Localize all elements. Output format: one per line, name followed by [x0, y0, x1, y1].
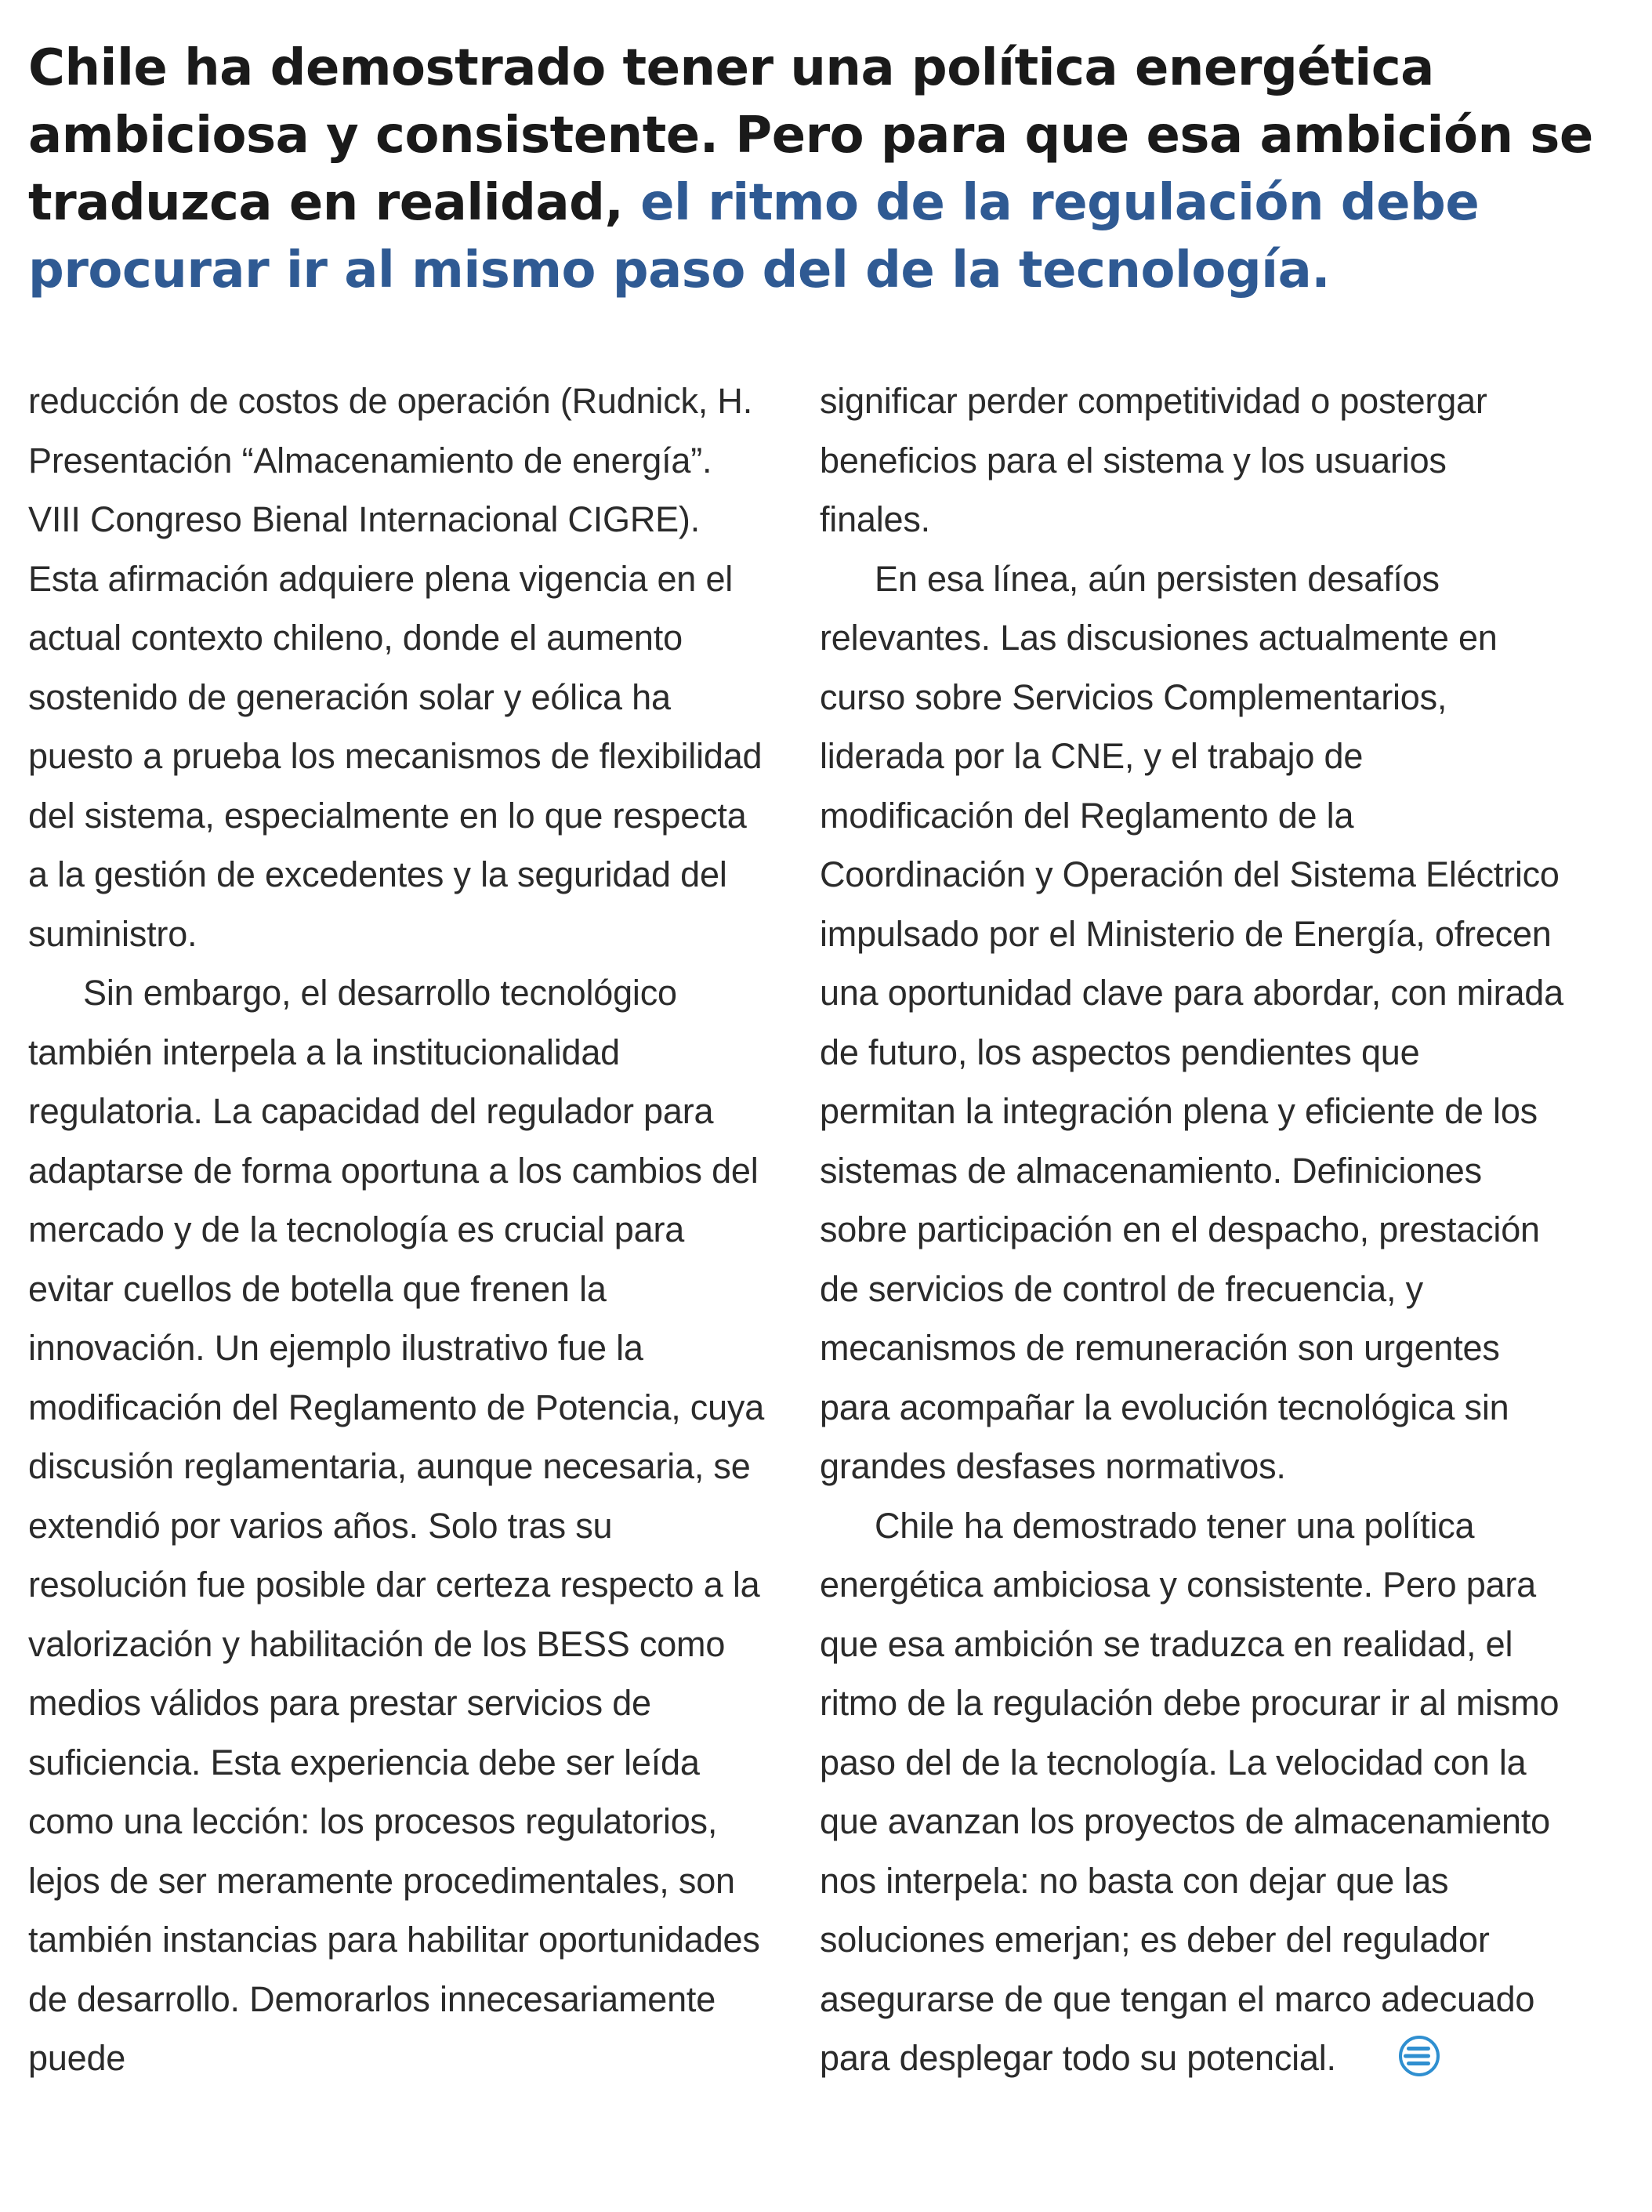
- pull-quote-text: Chile ha demostrado tener una política energética ambiciosa y consistente. Pero para que esa ambición se traduzca en realidad,: [28, 39, 1593, 232]
- right-column: [820, 372, 1564, 2088]
- paragraph: Sin embargo, el desarrollo tecnológico también interpela a la institucionalidad regulatoria. La capacidad del regulador para adaptarse de forma oportuna a los cambios del mercado y de la tecnología es crucial para evitar cuellos de botella que frenen la innovación. Un ejemplo ilustrativo fue la modificación del Reglamento de Potencia, cuya discusión reglamentaria, aunque necesaria, se extendió por varios años. Solo tras su resolución fue posible dar certeza respecto a la valorización y habilitación de los BESS como medios válidos para prestar servicios de suficiencia. Esta experiencia debe ser leída como una lección: los procesos regulatorios, lejos de ser meramente procedimentales, son también instancias para habilitar oportunidades de desarrollo. Demorarlos innecesariamente puede: [28, 973, 765, 2078]
- paragraph-final-text: Chile ha demostrado tener una política energética ambiciosa y consistente. Pero para que esa ambición se traduzca en realidad, el ritmo de la regulación debe procurar ir al mismo paso del de la tecnología. La velocidad con la que avanzan los proyectos de almacenamiento nos interpela: no basta con dejar que las soluciones emerjan; es deber del regulador asegurarse de que tengan el marco adecuado para desplegar todo su potencial.: [820, 1505, 1560, 2078]
- paragraph: En esa línea, aún persisten desafíos relevantes. Las discusiones actualmente en curso sobre Servicios Complementarios, liderada por la CNE, y el trabajo de modificación del Reglamento de la Coordinación y Operación del Sistema Eléctrico impulsado por el Ministerio de Energía, ofrecen una oportunidad clave para abordar, con mirada de futuro, los aspectos pendientes que permitan la integración plena y eficiente de los sistemas de almacenamiento. Definiciones sobre participación en el despacho, prestación de servicios de control de frecuencia, y mecanismos de remuneración son urgentes para acompañar la evolución tecnológica sin grandes desfases normativos.: [820, 558, 1563, 1486]
- paragraph: reducción de costos de operación (Rudnick, H. Presentación “Almacenamiento de energía”. VIII Congreso Bienal Internacional CIGRE). Esta afirmación adquiere plena vigencia en el actual contexto chileno, donde el aumento sostenido de generación solar y eólica ha puesto a prueba los mecanismos de flexibilidad del sistema, especialmente en lo que respecta a la gestión de excedentes y la seguridad del suministro.: [28, 381, 763, 954]
- paragraph-final: [820, 1496, 1564, 2088]
- end-of-article-logo-icon: [1344, 2035, 1385, 2076]
- left-column: [28, 372, 773, 2088]
- pull-quote: [28, 34, 1611, 304]
- pull-quote-highlight: el ritmo de la regulación debe procurar ir al mismo paso del de la tecnología.: [28, 174, 1480, 299]
- paragraph: significar perder competitividad o postergar beneficios para el sistema y los usuarios finales.: [820, 381, 1487, 539]
